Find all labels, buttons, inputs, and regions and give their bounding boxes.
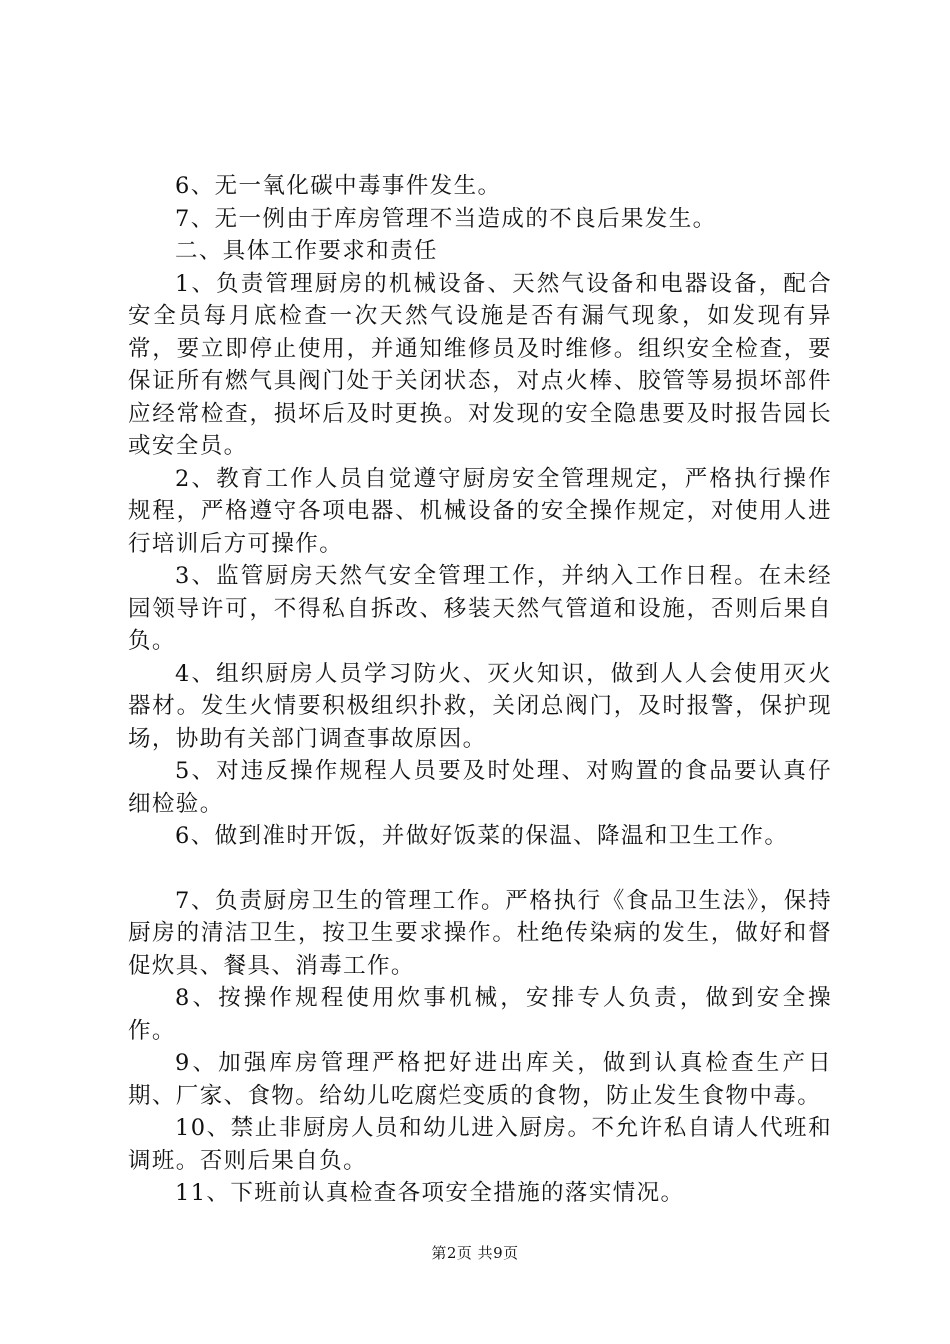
paragraph-spacer	[128, 853, 832, 885]
paragraph-requirement-11: 11、下班前认真检查各项安全措施的落实情况。	[175, 1180, 685, 1206]
paragraph-requirement-1: 1、负责管理厨房的机械设备、天然气设备和电器设备，配合安全员每月底检查一次天然气设施是否有漏气现象，如发现有异常，要立即停止使用，并通知维修员及时维修。组织安全检查，要保证所有燃气具阀门处于关闭状态，对点火棒、胶管等易损坏部件应经常检查，损坏后及时更换。对发现的安全隐患要及时报告园长或安全员。	[128, 270, 832, 459]
paragraph-item-6-no-co-poisoning: 6、无一氧化碳中毒事件发生。	[175, 173, 502, 199]
paragraph-requirement-2: 2、教育工作人员自觉遵守厨房安全管理规定，严格执行操作规程，严格遵守各项电器、机械设备的安全操作规定，对使用人进行培训后方可操作。	[128, 465, 832, 557]
paragraph-requirement-4: 4、组织厨房人员学习防火、灭火知识，做到人人会使用灭火器材。发生火情要积极组织扑救，关闭总阀门，及时报警，保护现场，协助有关部门调查事故原因。	[128, 660, 832, 752]
paragraph-requirement-9: 9、加强库房管理严格把好进出库关，做到认真检查生产日期、厂家、食物。给幼儿吃腐烂变质的食物，防止发生食物中毒。	[128, 1050, 832, 1109]
paragraph-requirement-10: 10、禁止非厨房人员和幼儿进入厨房。不允许私自请人代班和调班。否则后果自负。	[128, 1115, 832, 1174]
paragraph-requirement-7: 7、负责厨房卫生的管理工作。严格执行《食品卫生法》，保持厨房的清洁卫生，按卫生要求操作。杜绝传染病的发生，做好和督促炊具、餐具、消毒工作。	[128, 887, 832, 979]
section-heading-requirements: 二、具体工作要求和责任	[175, 238, 438, 264]
paragraph-requirement-6: 6、做到准时开饭，并做好饭菜的保温、降温和卫生工作。	[175, 823, 789, 849]
paragraph-requirement-3: 3、监管厨房天然气安全管理工作，并纳入工作日程。在未经园领导许可，不得私自拆改、移装天然气管道和设施，否则后果自负。	[128, 563, 832, 654]
paragraph-item-7-storage-incidents: 7、无一例由于库房管理不当造成的不良后果发生。	[175, 205, 717, 232]
paragraph-requirement-5: 5、对违反操作规程人员要及时处理、对购置的食品要认真仔细检验。	[128, 758, 832, 817]
paragraph-requirement-8: 8、按操作规程使用炊事机械，安排专人负责，做到安全操作。	[128, 985, 832, 1044]
page-number-footer: 第2页 共9页	[431, 1244, 519, 1262]
document-body	[128, 170, 832, 1210]
